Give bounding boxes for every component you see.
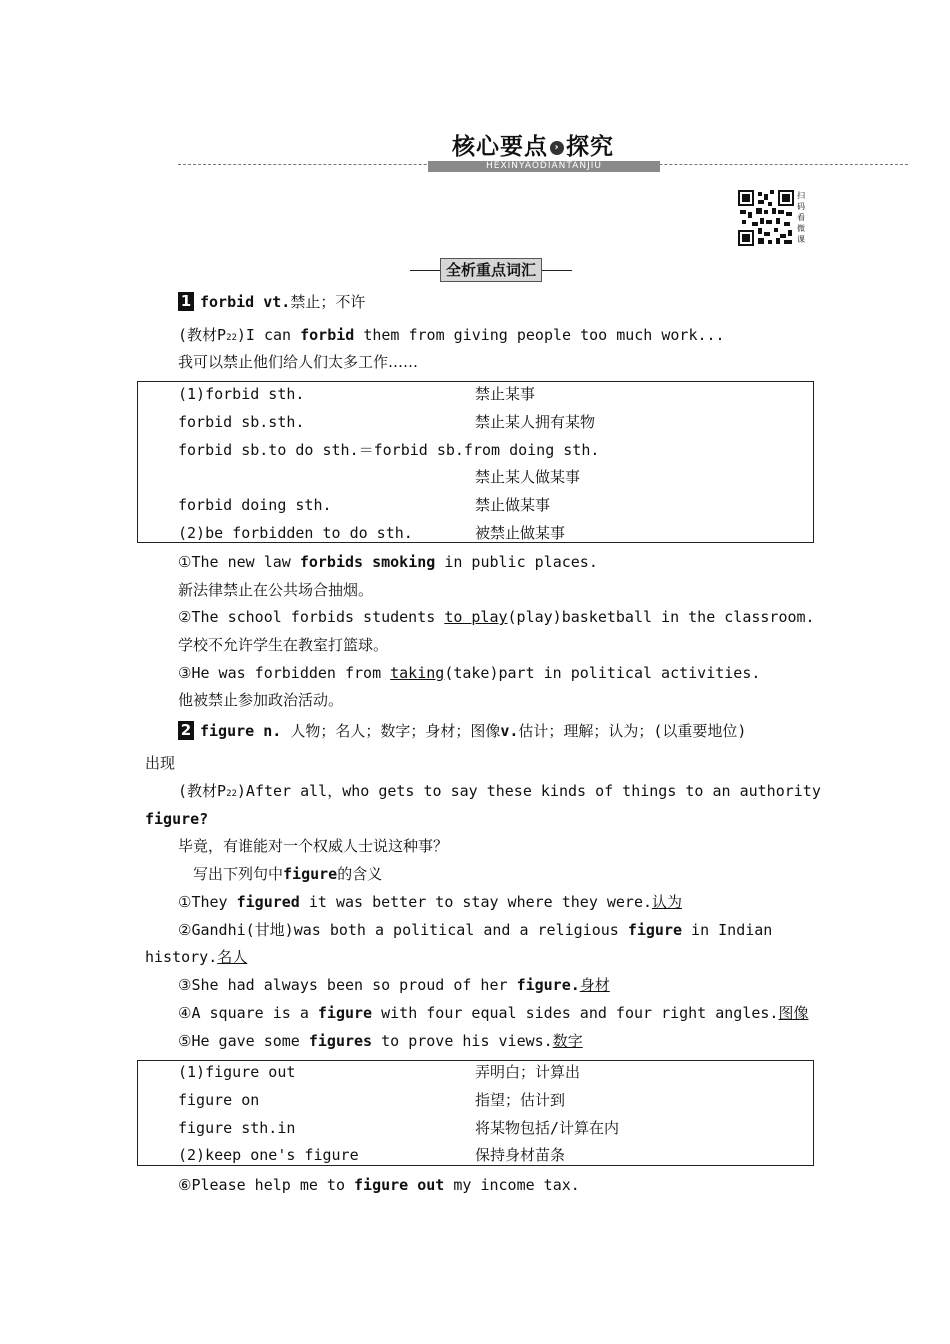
exercise-sentence-1: ①They figured it was better to stay where they were.认为 [178,893,683,911]
header-title-part-2: 探究 [566,134,614,160]
header-pinyin-band: HEXINYAODIANTANJIU [428,161,660,172]
answer-blank: taking [390,664,445,682]
table-row: (1)figure out 弄明白；计算出 [178,1063,581,1081]
table-row: forbid doing sth. 禁止做某事 [178,496,551,514]
table-row: (1)forbid sth. 禁止某事 [178,385,536,403]
answer-blank: to play [444,608,508,626]
table-row: (2)keep one's figure 保持身材苗条 [178,1146,566,1164]
exercise-sentence-5: ⑤He gave some figures to prove his views.数字 [178,1032,583,1050]
example-3-translation: 他被禁止参加政治活动。 [178,691,344,709]
example-6: ⑥Please help me to figure out my income tax. [178,1176,580,1194]
exercise-sentence-3: ③She had always been so proud of her figure.身材 [178,976,610,994]
item-number-badge: 1 [178,292,194,311]
item-2-source-sentence-cont: figure? [145,810,209,828]
table-row: (2)be forbidden to do sth. 被禁止做某事 [178,524,566,542]
exercise-sentence-4: ④A square is a figure with four equal sides and four right angles.图像 [178,1004,809,1022]
item-1-source-translation: 我可以禁止他们给人们太多工作…… [178,353,419,371]
example-1-translation: 新法律禁止在公共场合抽烟。 [178,581,374,599]
usage-table-2 [137,1060,814,1166]
item-2-heading: 2 figure n. 人物；名人；数字；身材；图像v.估计；理解；认为；(以重要地位) [178,721,746,741]
table-row: forbid sb.to do sth.＝forbid sb.from doing sth. [178,441,600,459]
item-1-heading [178,292,365,312]
item-2-source-sentence: (教材P22)After all，who gets to say these kinds of things to an authority [178,782,821,800]
answer-blank: 数字 [552,1032,583,1050]
usage-table-1: (1)forbid sth. 禁止某事 forbid sb.sth. 禁止某人拥有某物 forbid sb.to do sth.＝forbid sb.from doing sth. 禁止某人做某事 forbid doing sth. 禁止做某事 (2)be forbidden to do sth. 被禁止做某事 [137,381,814,543]
task-instruction: 写出下列句中figure的含义 [193,865,383,883]
headword: figure n. [200,722,282,740]
example-1: ①The new law forbids smoking in public places. [178,553,598,571]
exercise-sentence-2: ②Gandhi(甘地)was both a political and a religious figure in Indian [178,921,773,939]
table-row: figure sth.in 将某物包括/计算在内 [178,1119,620,1137]
item-2-source-translation: 毕竟，有谁能对一个权威人士说这种事？ [178,837,449,855]
example-2-translation: 学校不允许学生在教室打篮球。 [178,636,389,654]
table-row: forbid sb.sth. 禁止某人拥有某物 [178,413,596,431]
exercise-sentence-2-cont: history.名人 [145,948,248,966]
chevron-right-icon: › [550,141,564,155]
answer-blank: 名人 [217,948,248,966]
answer-blank: 认为 [652,893,683,911]
section-label [410,258,572,280]
section-label-text: 全析重点词汇 [440,258,542,282]
qr-caption: 扫 码 看 微 课 [797,191,805,244]
item-2-heading-cont: 出现 [145,754,176,772]
section-header-title [452,128,614,161]
example-3: ③He was forbidden from taking(take)part in political activities. [178,664,761,682]
item-number-badge: 2 [178,721,194,740]
headword-meaning: 禁止；不许 [290,293,366,311]
qr-code-icon[interactable] [738,190,794,246]
headword: forbid vt. [200,293,291,311]
header-title-part-1: 核心要点 [452,134,548,160]
answer-blank: 图像 [778,1004,809,1022]
item-1-source-sentence: (教材P22)I can forbid them from giving people too much work... [178,326,725,344]
example-2: ②The school forbids students to play(play)basketball in the classroom. [178,608,815,626]
answer-blank: 身材 [579,976,610,994]
table-row: figure on 指望；估计到 [178,1091,566,1109]
